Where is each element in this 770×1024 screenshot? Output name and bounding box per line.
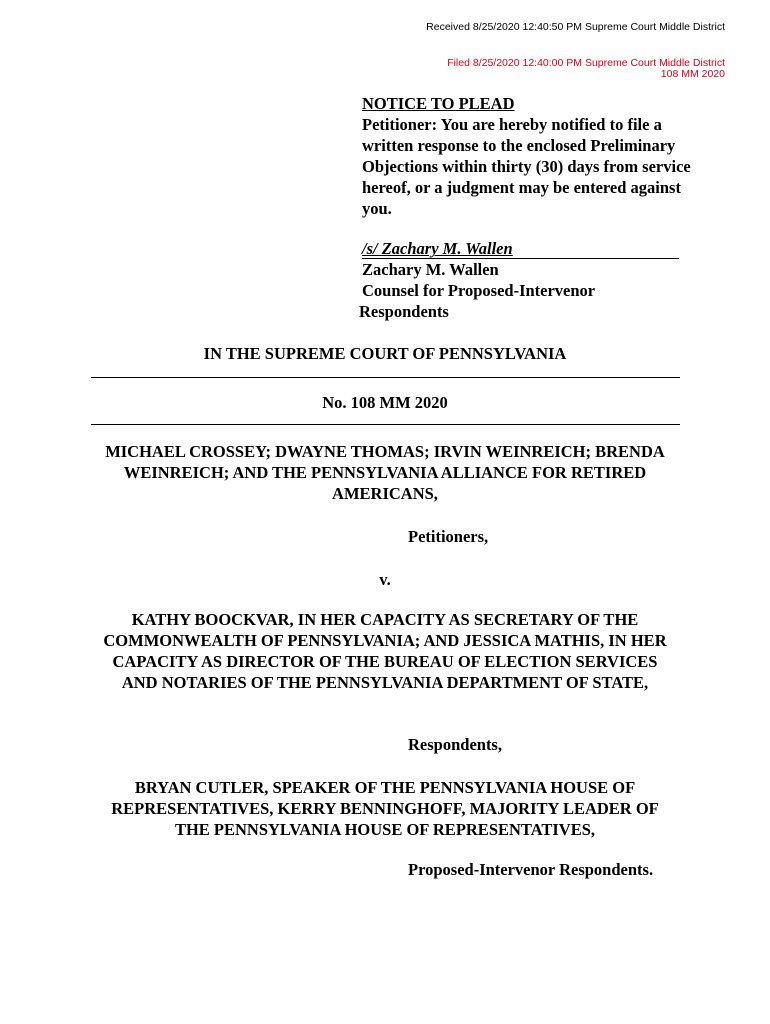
notice-body: Petitioner: You are hereby notified to file a written response to the enclosed Preliminary Objections within thirty (30) days from service hereof, or a judgment may be entered against you. [362, 115, 691, 218]
respondents-label: Respondents, [408, 735, 502, 754]
intervenors-label: Proposed-Intervenor Respondents. [408, 860, 654, 879]
received-stamp: Received 8/25/2020 12:40:50 PM Supreme Court Middle District [426, 21, 725, 33]
court-name: IN THE SUPREME COURT OF PENNSYLVANIA [203, 344, 567, 363]
petitioners-label: Petitioners, [408, 527, 489, 546]
notice-to-plead [359, 93, 692, 322]
versus: v. [379, 570, 391, 589]
docket-number: No. 108 MM 2020 [322, 393, 448, 412]
notice-title: NOTICE TO PLEAD [362, 94, 515, 113]
filed-stamp-line-2: 108 MM 2020 [660, 68, 725, 80]
filed-stamp-line-1: Filed 8/25/2020 12:40:00 PM Supreme Court Middle District [447, 57, 725, 69]
caption-rule-top [91, 377, 680, 378]
signature-block [359, 239, 692, 322]
caption-rule-bottom [91, 424, 680, 425]
filed-stamp [447, 58, 725, 80]
signature-line [362, 239, 679, 259]
petitioners-names: MICHAEL CROSSEY; DWAYNE THOMAS; IRVIN WEINREICH; BRENDA WEINREICH; AND THE PENNSYLVANIA ALLIANCE FOR RETIRED AMERICANS, [105, 442, 665, 503]
signer-role-line-1: Counsel for Proposed-Intervenor [362, 281, 596, 300]
intervenors-names: BRYAN CUTLER, SPEAKER OF THE PENNSYLVANIA HOUSE OF REPRESENTATIVES, KERRY BENNINGHOFF, MAJORITY LEADER OF THE PENNSYLVANIA HOUSE OF REPRESENTATIVES, [111, 778, 659, 839]
signer-name: Zachary M. Wallen [362, 260, 499, 279]
signature: /s/ Zachary M. Wallen [362, 239, 513, 258]
respondents-names: KATHY BOOCKVAR, IN HER CAPACITY AS SECRETARY OF THE COMMONWEALTH OF PENNSYLVANIA; AND JESSICA MATHIS, IN HER CAPACITY AS DIRECTOR OF THE BUREAU OF ELECTION SERVICES AND NOTARIES OF THE PENNSYLVANIA DEPARTMENT OF STATE, [103, 610, 667, 692]
signer-role-line-2: Respondents [359, 302, 449, 321]
